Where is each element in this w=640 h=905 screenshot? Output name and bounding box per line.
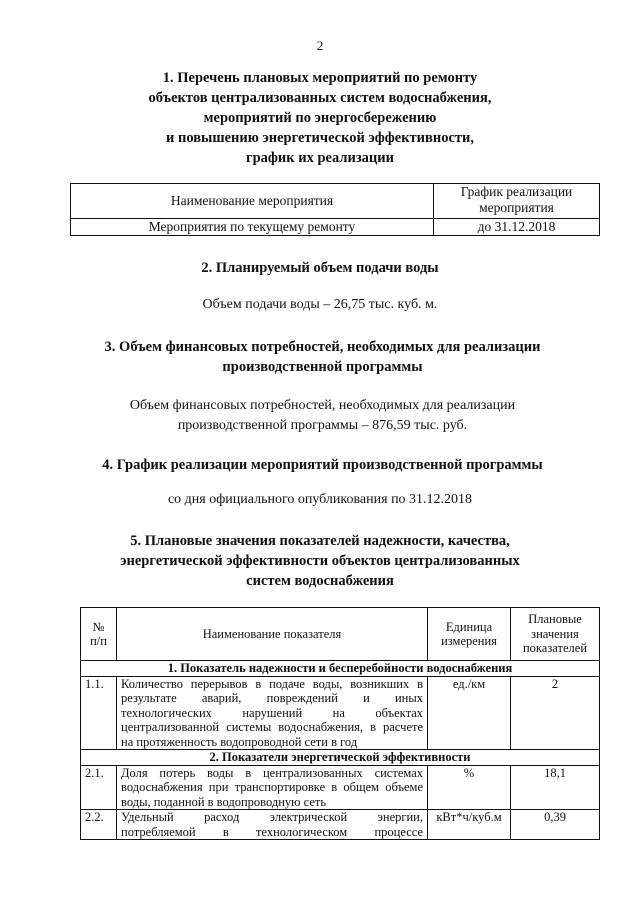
header-unit: Единица измерения <box>428 608 511 661</box>
section1-title-line: 1. Перечень плановых мероприятий по ремонту <box>162 70 478 86</box>
section1-title-line: мероприятий по энергосбережению <box>203 110 437 126</box>
row-num: 2.2. <box>81 810 117 840</box>
section4-text: со дня официального опубликования по 31.12.2018 <box>167 492 473 507</box>
activities-table <box>70 183 600 236</box>
table-header-row <box>71 184 600 219</box>
row-unit: % <box>428 765 511 810</box>
group-row <box>81 661 600 677</box>
table-row <box>81 676 600 750</box>
row-value: 0,39 <box>511 810 600 840</box>
row-num: 2.1. <box>81 765 117 810</box>
table-row <box>81 810 600 840</box>
row-indicator-name: Удельный расход электрической энергии, потребляемой в технологическом процессе <box>117 810 428 840</box>
activity-schedule-cell: до 31.12.2018 <box>434 219 600 236</box>
header-num: № п/п <box>81 608 117 661</box>
row-value: 2 <box>511 676 600 750</box>
section1-title-line: график их реализации <box>245 150 394 166</box>
row-value: 18,1 <box>511 765 600 810</box>
group2-title: 2. Показатели энергетической эффективности <box>81 750 600 766</box>
section3-text: Объем финансовых потребностей, необходимых для реализации производственной программы – 876,59 тыс. руб. <box>129 398 516 433</box>
row-num: 1.1. <box>81 676 117 750</box>
group1-title: 1. Показатель надежности и бесперебойности водоснабжения <box>81 661 600 677</box>
header-plan-values: Плановые значения показателей <box>511 608 600 661</box>
row-indicator-name: Доля потерь воды в централизованных системах водоснабжения при транспортировке в общем объеме воды, поданной в водопроводную сеть <box>117 765 428 810</box>
row-unit: ед./км <box>428 676 511 750</box>
section5-title: 5. Плановые значения показателей надежности, качества, энергетической эффективности объектов централизованных систем водоснабжения <box>120 533 520 589</box>
section1-title <box>40 68 600 168</box>
indicators-table <box>80 607 600 840</box>
activity-name-cell: Мероприятия по текущему ремонту <box>71 219 434 236</box>
group-row <box>81 750 600 766</box>
table-header-row <box>81 608 600 661</box>
page-number: 2 <box>316 38 324 53</box>
section2-text: Объем подачи воды – 26,75 тыс. куб. м. <box>202 297 438 312</box>
section4-title: 4. График реализации мероприятий производственной программы <box>102 457 543 473</box>
header-schedule: График реализации мероприятия <box>434 184 600 219</box>
header-indicator-name: Наименование показателя <box>117 608 428 661</box>
section1-title-line: объектов централизованных систем водоснабжения, <box>148 90 492 106</box>
header-activity-name: Наименование мероприятия <box>71 184 434 219</box>
table-row <box>81 765 600 810</box>
row-unit: кВт*ч/куб.м <box>428 810 511 840</box>
section2-title: 2. Планируемый объем подачи воды <box>201 260 439 276</box>
section1-title-line: и повышению энергетической эффективности, <box>166 130 474 146</box>
row-indicator-name: Количество перерывов в подаче воды, возникших в результате аварий, повреждений и иных технологических нарушений на объектах централизованной системы водоснабжения, в расчете на протяженность водопроводной сети в год <box>117 676 428 750</box>
table-row <box>71 219 600 236</box>
section3-title: 3. Объем финансовых потребностей, необходимых для реализации производственной программы <box>104 339 541 375</box>
